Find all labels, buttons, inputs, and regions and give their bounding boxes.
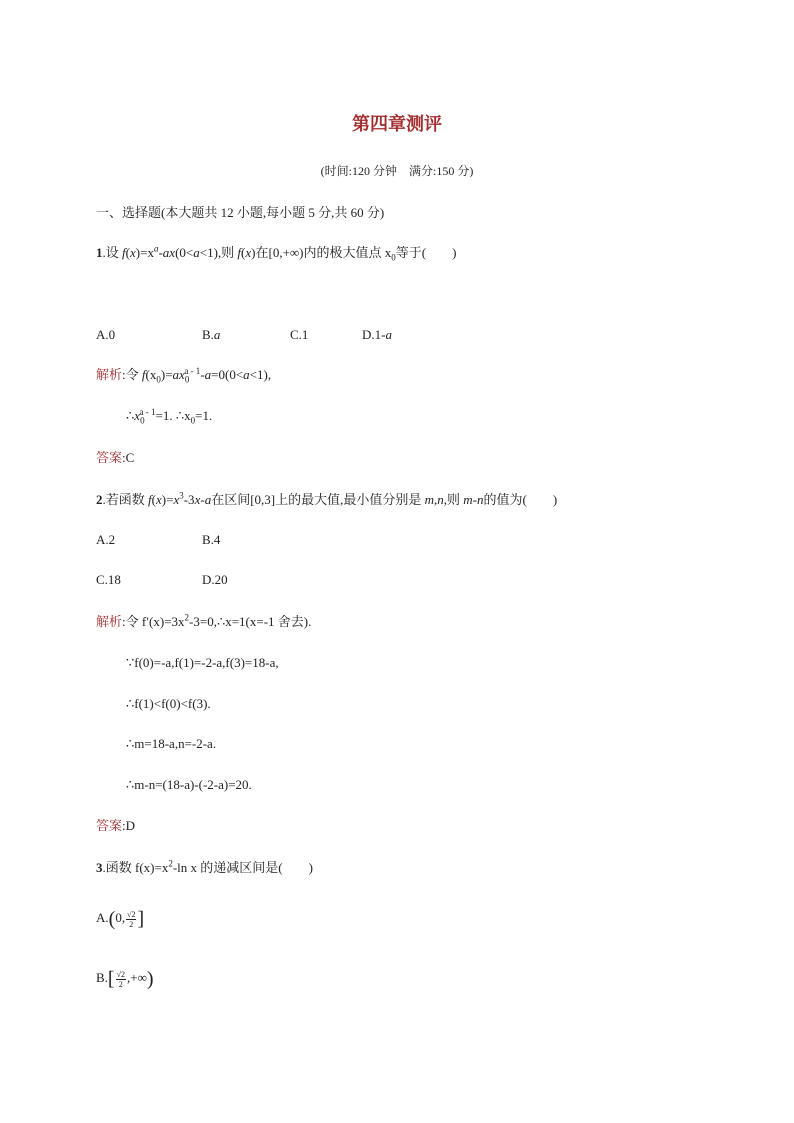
option-c: C.1 <box>290 327 309 342</box>
solution-label: 解析 <box>96 614 123 629</box>
option-b: B.[ $\frac{√2}{2}$ ,+∞) <box>96 968 154 990</box>
question-2-solution-line-5: ∴m-n=(18-a)-(-2-a)=20. <box>126 777 252 792</box>
page-title: 第四章测评 <box>352 114 442 135</box>
question-3: 3.函数 $f(x)=x^2-\ln$ x 的递减区间是( ) <box>96 858 313 875</box>
question-1: 1.设 $f(x)=x^a-ax(0<a<1)$,则 f(x)在[0,+∞)内的极大值点 $x_0$等于( ) <box>96 243 457 263</box>
option-d: D.1-a <box>362 327 392 342</box>
question-1-options <box>96 326 392 344</box>
question-1-solution-line-2: $\therefore x_0^{a - 1}=1$. $\therefore x_0=1$. <box>126 406 213 426</box>
option-a: A.(0, $\frac{√2}{2}$ ] <box>96 908 145 930</box>
option-a: A.0 <box>96 327 116 342</box>
question-2-solution-line-3: ∴f(1)<f(0)<f(3). <box>126 696 211 711</box>
exam-info: (时间:120 分钟 满分:150 分) <box>320 164 474 178</box>
answer-label: 答案 <box>96 450 123 465</box>
section-heading: 一、选择题(本大题共 12 小题,每小题 5 分,共 60 分) <box>96 205 385 220</box>
question-2: 2.若函数 $f(x)=x^3-3x-a$在区间[0,3]上的最大值,最小值分别是 m,n,则 m-n的值为( ) <box>96 490 558 507</box>
option-d: D.20 <box>202 572 228 587</box>
question-2-solution-line-4: ∴m=18-a,n=-2-a. <box>126 736 217 751</box>
answer-label: 答案 <box>96 818 123 833</box>
question-2-options-row-1 <box>96 531 220 549</box>
question-1-answer: 答案:C <box>96 450 135 465</box>
option-b: B.a <box>202 327 221 342</box>
question-2-answer: 答案:D <box>96 818 136 833</box>
option-c: C.18 <box>96 572 121 587</box>
solution-label: 解析 <box>96 367 123 382</box>
question-2-solution-line-1: 解析:令 $f'(x)=3x^2-3=0,\therefore x=1(x=-1$ 舍去). <box>96 612 312 629</box>
question-2-options-row-2 <box>96 571 228 589</box>
fraction: $\frac{√2}{2}$ <box>116 969 125 989</box>
option-a: A.2 <box>96 532 116 547</box>
fraction: $\frac{√2}{2}$ <box>127 909 136 929</box>
option-b: B.4 <box>202 532 221 547</box>
question-1-solution-line-1: 解析:令 $f(x_0)=ax_0^{a - 1}-a=0(0<a<1)$, <box>96 365 272 385</box>
question-2-solution-line-2: ∵f(0)=-a,f(1)=-2-a,f(3)=18-a, <box>126 655 279 670</box>
